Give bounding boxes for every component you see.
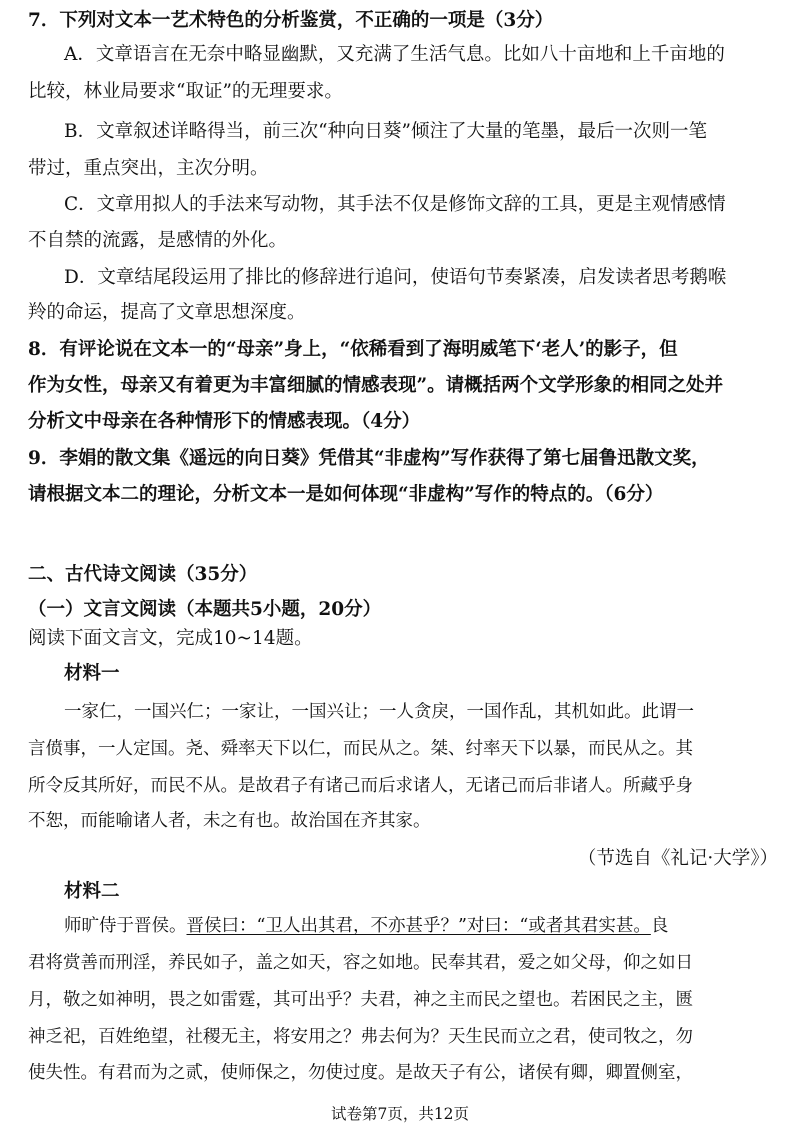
material-one-title: 材料一: [64, 663, 120, 684]
section-title: 二、古代诗文阅读（35分）: [28, 564, 258, 585]
q7-option-a-line2: 比较，林业局要求“取证”的无理要求。: [28, 81, 343, 102]
q7-option-c-line2: 不自禁的流露，是感情的外化。: [28, 230, 288, 251]
material-two-line5: 使失性。有君而为之贰，使师保之，勿使过度。是故天子有公，诸侯有卿，卿置侧室，: [28, 1063, 693, 1083]
page-footer: 试卷第7页，共12页: [330, 1105, 470, 1123]
material-one-line3: 所令反其所好，而民不从。是故君子有诸己而后求诸人，无诸己而后非诸人。所藏乎身: [28, 776, 693, 796]
q7-option-d-line1: D．文章结尾段运用了排比的修辞进行追问，使语句节奏紧凑，启发读者思考鹅喉: [64, 267, 727, 288]
material-two-line3: 月，敬之如神明，畏之如雷霆，其可出乎？夫君，神之主而民之望也。若困民之主，匮: [28, 990, 693, 1010]
material-two-line4: 神乏祀，百姓绝望，社稷无主，将安用之？弗去何为？天生民而立之君，使司牧之，勿: [28, 1027, 693, 1047]
q8-line2: 作为女性，母亲又有着更为丰富细腻的情感表现”。请概括两个文学形象的相同之处并: [28, 375, 724, 396]
q7-option-b-line2: 带过，重点突出，主次分明。: [28, 158, 269, 179]
material-two-line1: [64, 914, 800, 938]
material-one-line1: 一家仁，一国兴仁；一家让，一国兴让；一人贪戾，一国作乱，其机如此。此谓一: [64, 702, 694, 722]
reading-instruction: 阅读下面文言文，完成10~14题。: [28, 628, 313, 649]
q7-option-b-line1: B．文章叙述详略得当，前三次“种向日葵”倾注了大量的笔墨，最后一次则一笔: [64, 121, 708, 142]
material-two-line1-tail: 良: [650, 916, 669, 936]
material-two-underlined-sentence: 晋侯曰：“卫人出其君，不亦甚乎？”对曰：“或者其君实甚。: [186, 916, 651, 936]
q7-option-d-line2: 羚的命运，提高了文章思想深度。: [28, 302, 306, 323]
q9-line1: 9．李娟的散文集《遥远的向日葵》凭借其“非虚构”写作获得了第七届鲁迅散文奖，: [28, 448, 710, 469]
material-two-title: 材料二: [64, 881, 120, 902]
material-one-source: （节选自《礼记·大学》）: [577, 848, 778, 869]
material-two-line1-lead: 师旷侍于晋侯。: [64, 916, 187, 936]
q8-line1: 8．有评论说在文本一的“母亲”身上，“依稀看到了海明威笔下‘老人’的影子，但: [28, 339, 678, 360]
q9-line2: 请根据文本二的理论，分析文本一是如何体现“非虚构”写作的特点的。（6分）: [28, 484, 664, 505]
q7-option-a-line1: A．文章语言在无奈中略显幽默，又充满了生活气息。比如八十亩地和上千亩地的: [64, 44, 725, 65]
subsection-title: （一）文言文阅读（本题共5小题，20分）: [28, 599, 382, 620]
q7-option-c-line1: C．文章用拟人的手法来写动物，其手法不仅是修饰文辞的工具，更是主观情感情: [64, 194, 726, 215]
material-one-line4: 不恕，而能喻诸人者，未之有也。故治国在齐其家。: [28, 811, 431, 831]
q7-stem: 7．下列对文本一艺术特色的分析鉴赏，不正确的一项是（3分）: [28, 10, 554, 31]
material-two-line2: 君将赏善而刑淫，养民如子，盖之如天，容之如地。民奉其君，爱之如父母，仰之如日: [28, 953, 693, 973]
q8-line3: 分析文中母亲在各种情形下的情感表现。（4分）: [28, 411, 421, 432]
material-one-line2: 言偾事，一人定国。尧、舜率天下以仁，而民从之。桀、纣率天下以暴，而民从之。其: [28, 739, 693, 759]
